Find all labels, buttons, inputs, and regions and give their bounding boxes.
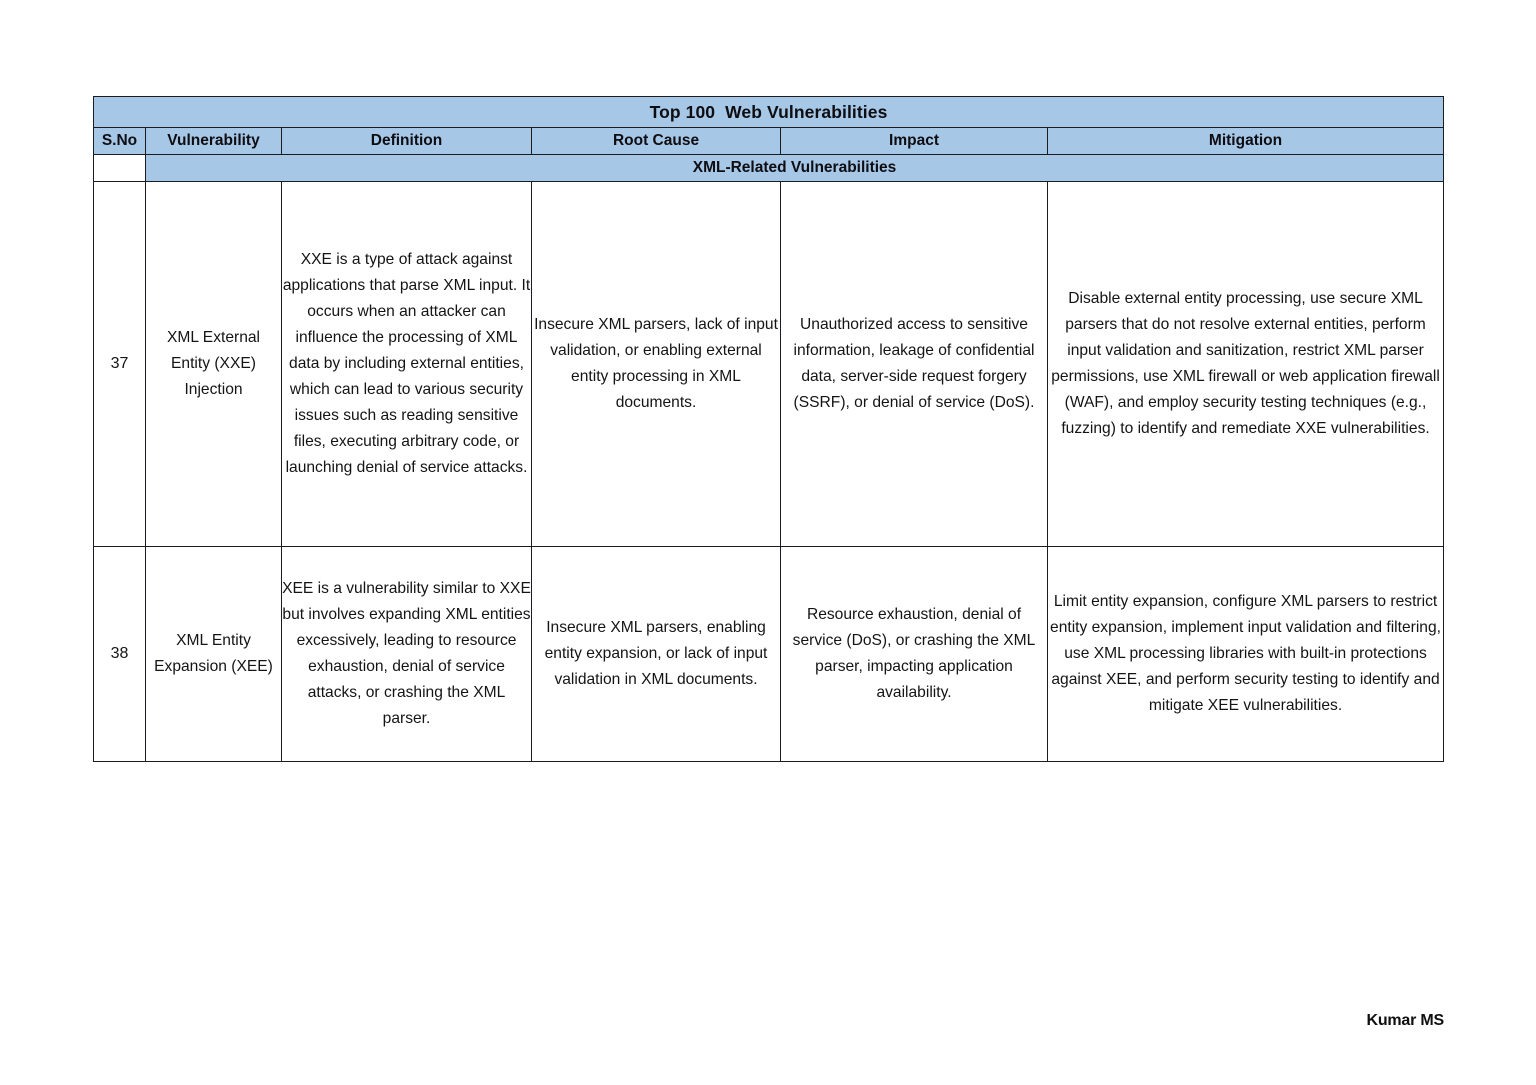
web-vulnerabilities-table bbox=[93, 96, 1444, 762]
column-header-definition: Definition bbox=[282, 128, 532, 155]
column-header-mitigation: Mitigation bbox=[1048, 128, 1444, 155]
cell-root-cause: Insecure XML parsers, lack of input validation, or enabling external entity processing in XML documents. bbox=[532, 182, 781, 547]
cell-vulnerability: XML Entity Expansion (XEE) bbox=[146, 547, 282, 762]
column-header-vulnerability: Vulnerability bbox=[146, 128, 282, 155]
section-band-spacer bbox=[94, 155, 146, 182]
table-row bbox=[94, 182, 1444, 547]
cell-impact: Resource exhaustion, denial of service (DoS), or crashing the XML parser, impacting application availability. bbox=[781, 547, 1048, 762]
table-title-row bbox=[94, 97, 1444, 128]
cell-sno: 37 bbox=[94, 182, 146, 547]
cell-definition: XEE is a vulnerability similar to XXE but involves expanding XML entities excessively, leading to resource exhaustion, denial of service attacks, or crashing the XML parser. bbox=[282, 547, 532, 762]
section-band-label: XML-Related Vulnerabilities bbox=[146, 155, 1444, 182]
cell-mitigation: Limit entity expansion, configure XML parsers to restrict entity expansion, implement input validation and filtering, use XML processing libraries with built-in protections against XEE, and perform security testing to identify and mitigate XEE vulnerabilities. bbox=[1048, 547, 1444, 762]
table-title: Top 100 Web Vulnerabilities bbox=[94, 97, 1444, 128]
table-header-row bbox=[94, 128, 1444, 155]
column-header-impact: Impact bbox=[781, 128, 1048, 155]
cell-vulnerability: XML External Entity (XXE) Injection bbox=[146, 182, 282, 547]
document-signature: Kumar MS bbox=[1366, 1012, 1444, 1029]
column-header-root-cause: Root Cause bbox=[532, 128, 781, 155]
cell-root-cause: Insecure XML parsers, enabling entity expansion, or lack of input validation in XML documents. bbox=[532, 547, 781, 762]
cell-definition: XXE is a type of attack against applications that parse XML input. It occurs when an attacker can influence the processing of XML data by including external entities, which can lead to various security issues such as reading sensitive files, executing arbitrary code, or launching denial of service attacks. bbox=[282, 182, 532, 547]
cell-mitigation: Disable external entity processing, use secure XML parsers that do not resolve external entities, perform input validation and sanitization, restrict XML parser permissions, use XML firewall or web application firewall (WAF), and employ security testing techniques (e.g., fuzzing) to identify and remediate XXE vulnerabilities. bbox=[1048, 182, 1444, 547]
column-header-sno: S.No bbox=[94, 128, 146, 155]
cell-impact: Unauthorized access to sensitive information, leakage of confidential data, server-side request forgery (SSRF), or denial of service (DoS). bbox=[781, 182, 1048, 547]
table-row bbox=[94, 547, 1444, 762]
section-band-row bbox=[94, 155, 1444, 182]
cell-sno: 38 bbox=[94, 547, 146, 762]
